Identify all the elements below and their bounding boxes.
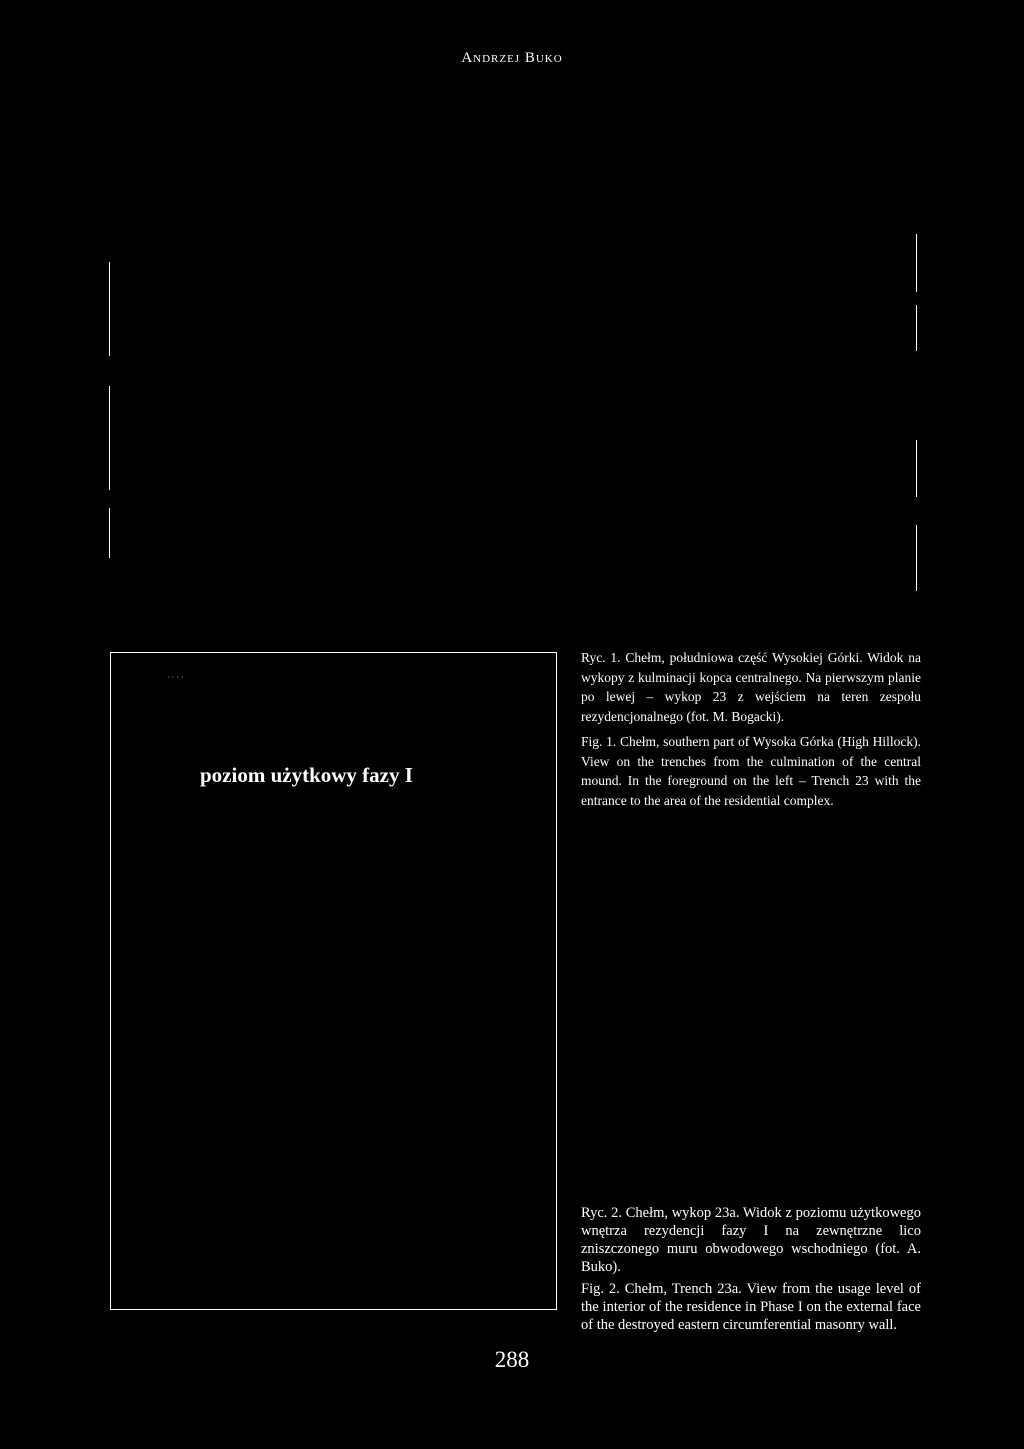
figure-1-caption-en: Fig. 1. Chełm, southern part of Wysoka Górka (High Hillock). View on the trenches from the culmination of the central mound. In the foreground on the left – Trench 23 with the entrance to the area of the residential complex. — [581, 734, 921, 808]
figure-2-level-label: poziom użytkowy fazy I — [200, 763, 413, 787]
figure-1-caption — [581, 648, 921, 816]
figure-1-right-edge-a — [916, 234, 917, 292]
figure-2-scale-mark: · · · · — [167, 673, 184, 682]
page-number: 288 — [494, 1347, 530, 1372]
figure-1-right-edge-d — [916, 525, 917, 591]
figure-1-right-edge-b — [916, 305, 917, 351]
figure-1-right-edge-c — [916, 440, 917, 497]
figure-1-caption-pl: Ryc. 1. Chełm, południowa część Wysokiej Górki. Widok na wykopy z kulminacji kopca centralnego. Na pierwszym planie po lewej – wykop 23 z wejściem na teren zespołu rezydencjonalnego (fot. M. Bogacki). — [581, 650, 921, 724]
figure-2-caption-pl: Ryc. 2. Chełm, wykop 23a. Widok z poziomu użytkowego wnętrza rezydencji fazy I na zewnętrzne lico zniszczonego muru obwodowego wschodniego (fot. A. Buko). — [581, 1205, 921, 1275]
running-head-author: Andrzej Buko — [461, 50, 563, 66]
figure-1-left-edge-b — [109, 386, 110, 490]
figure-2-caption-en: Fig. 2. Chełm, Trench 23a. View from the usage level of the interior of the residence in Phase I on the external face of the destroyed eastern circumferential masonry wall. — [581, 1281, 921, 1333]
figure-2-photo — [110, 652, 557, 1310]
figure-1-left-edge-a — [109, 262, 110, 356]
figure-2-caption — [581, 1204, 921, 1338]
figure-1-left-edge-c — [109, 508, 110, 558]
